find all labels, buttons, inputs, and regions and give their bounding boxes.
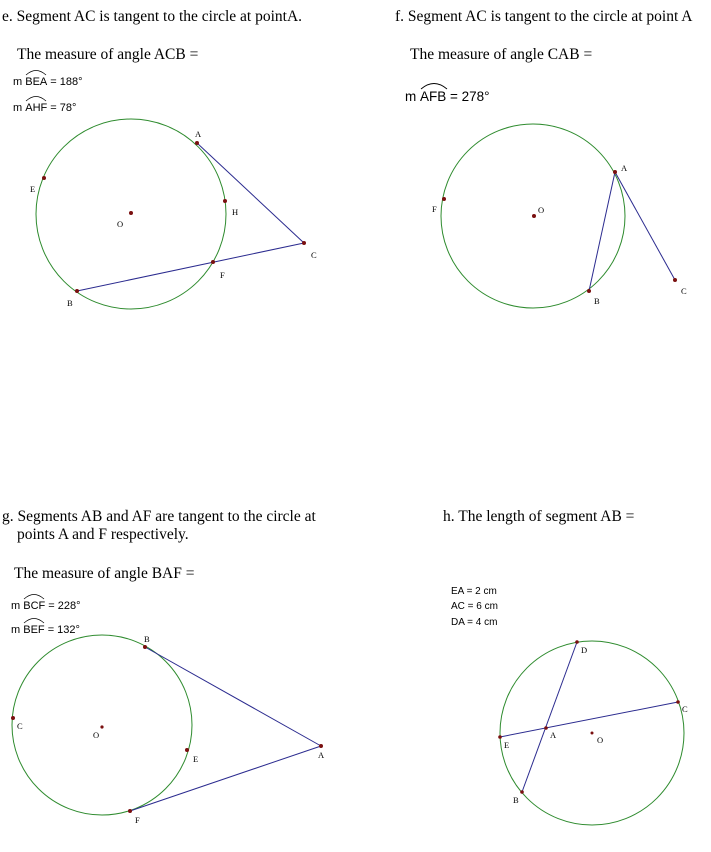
figure-g-label-b: B bbox=[144, 634, 150, 644]
problem-h-given-da: DA = 4 cm bbox=[451, 617, 498, 628]
figure-h-label-a: A bbox=[550, 730, 557, 740]
figure-e-label-e: E bbox=[30, 184, 36, 194]
problem-g-heading-line2: points A and F respectively. bbox=[17, 526, 189, 543]
figure-h-label-e: E bbox=[504, 740, 510, 750]
figure-f-label-b: B bbox=[594, 296, 600, 306]
problem-f-question: The measure of angle CAB = bbox=[410, 46, 593, 63]
figure-h-label-o: O bbox=[597, 735, 604, 745]
problem-e-question: The measure of angle ACB = bbox=[17, 46, 199, 63]
figure-e-point-e bbox=[42, 176, 46, 180]
figure-f-point-a bbox=[613, 170, 617, 174]
figure-g-point-a bbox=[319, 744, 323, 748]
figure-f-label-a: A bbox=[621, 163, 628, 173]
figure-e-segment-ac bbox=[197, 143, 304, 243]
figure-h-point-a bbox=[544, 726, 548, 730]
figure-f-label-o: O bbox=[538, 205, 545, 215]
figure-f-segment-ab bbox=[589, 172, 615, 291]
problem-e-arc-measure-2: m AHF = 78° bbox=[13, 102, 76, 114]
figure-e bbox=[30, 119, 317, 309]
problem-f-heading: f. Segment AC is tangent to the circle at point A bbox=[395, 8, 693, 25]
figure-h-point-d bbox=[575, 640, 579, 644]
figure-g-point-c bbox=[11, 716, 15, 720]
figure-f-point-o bbox=[532, 214, 536, 218]
figure-g-circle bbox=[12, 635, 192, 815]
figure-e-point-c bbox=[302, 241, 306, 245]
problem-h-given-ea: EA = 2 cm bbox=[451, 586, 497, 597]
figure-g-segment-af bbox=[130, 746, 321, 811]
problem-e-heading: e. Segment AC is tangent to the circle at pointA. bbox=[2, 8, 303, 25]
problem-g-heading-line1: g. Segments AB and AF are tangent to the circle at bbox=[2, 508, 316, 525]
figure-f-point-f bbox=[442, 197, 446, 201]
problem-e-arc-measure-1: m BEA = 188° bbox=[13, 76, 83, 88]
figure-g-label-a: A bbox=[318, 750, 325, 760]
figure-e-point-b bbox=[75, 289, 79, 293]
figure-e-label-h: H bbox=[232, 207, 239, 217]
figure-e-point-a bbox=[195, 141, 199, 145]
figure-f-label-c: C bbox=[681, 286, 687, 296]
figure-g-point-f bbox=[128, 809, 132, 813]
figure-e-label-f: F bbox=[220, 270, 225, 280]
figure-g-label-o: O bbox=[93, 730, 100, 740]
figure-h-chord-ec bbox=[500, 702, 678, 737]
problem-f-arc-measure-1: m AFB = 278° bbox=[405, 89, 490, 104]
figure-h-point-c bbox=[676, 700, 680, 704]
figure-e-point-o bbox=[129, 211, 133, 215]
figure-g-segment-ab bbox=[145, 647, 321, 746]
figure-h-point-b bbox=[520, 790, 524, 794]
figure-e-point-f bbox=[211, 260, 215, 264]
figure-h-point-e bbox=[498, 735, 502, 739]
figure-h bbox=[498, 640, 688, 825]
figure-f bbox=[432, 124, 687, 308]
figure-g-label-e: E bbox=[193, 754, 199, 764]
figure-f-point-b bbox=[587, 289, 591, 293]
problem-g-arc-measure-1: m BCF = 228° bbox=[11, 600, 81, 612]
figure-g-point-e bbox=[185, 748, 189, 752]
figure-e-label-a: A bbox=[195, 129, 202, 139]
figure-h-point-o bbox=[591, 732, 594, 735]
figure-e-point-h bbox=[223, 199, 227, 203]
figure-h-label-d: D bbox=[581, 645, 588, 655]
figure-g-label-c: C bbox=[17, 721, 23, 731]
figure-f-point-c bbox=[673, 278, 677, 282]
figure-h-label-b: B bbox=[513, 795, 519, 805]
problem-g-arc-measure-2: m BEF = 132° bbox=[11, 624, 80, 636]
figure-g bbox=[11, 634, 325, 825]
problem-h-heading: h. The length of segment AB = bbox=[443, 508, 635, 525]
problem-h-given-ac: AC = 6 cm bbox=[451, 601, 498, 612]
figure-g-label-f: F bbox=[135, 815, 140, 825]
figure-e-label-b: B bbox=[67, 298, 73, 308]
figure-e-label-c: C bbox=[311, 250, 317, 260]
problem-g-question: The measure of angle BAF = bbox=[14, 565, 195, 582]
figure-g-point-o bbox=[100, 725, 103, 728]
figure-e-label-o: O bbox=[117, 219, 124, 229]
figure-h-label-c: C bbox=[682, 704, 688, 714]
figure-f-label-f: F bbox=[432, 204, 437, 214]
figure-e-segment-bc bbox=[77, 243, 304, 291]
figure-g-point-b bbox=[143, 645, 147, 649]
